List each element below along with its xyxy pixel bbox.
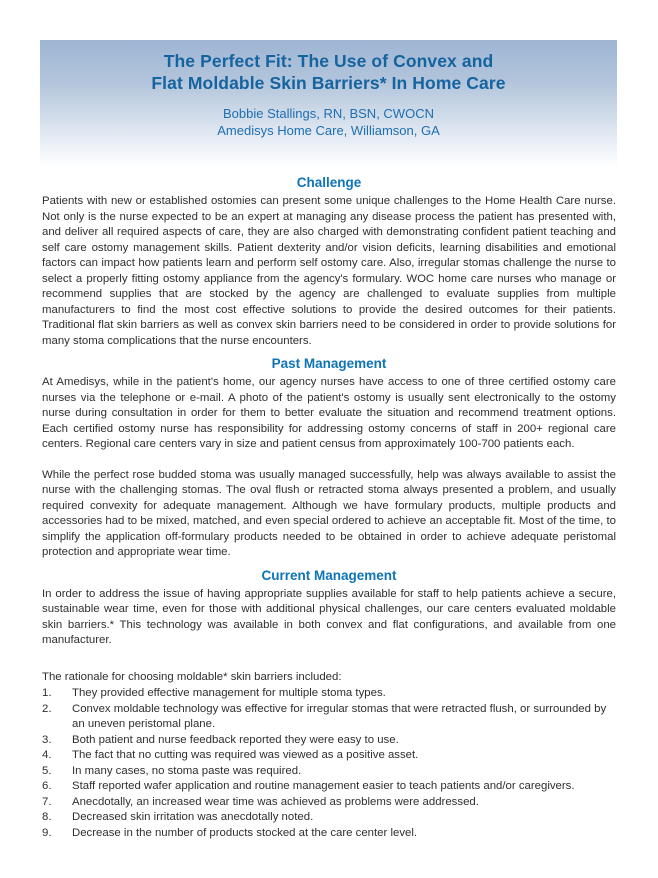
- list-item-number: 5.: [42, 764, 52, 777]
- list-item-number: 8.: [42, 811, 52, 823]
- list-item-number: 1.: [42, 687, 52, 699]
- list-item-number: 6.: [42, 780, 52, 792]
- header-banner: [40, 40, 617, 168]
- poster-title-line1: The Perfect Fit: The Use of Convex and: [163, 51, 494, 71]
- rationale-intro: The rationale for choosing moldable* skin barriers included:: [42, 670, 342, 683]
- list-item-text: Anecdotally, an increased wear time was achieved as problems were addressed.: [72, 795, 479, 808]
- list-item-number: 9.: [42, 826, 52, 839]
- rationale-list: [42, 686, 616, 841]
- list-item: [42, 702, 616, 733]
- list-item-text: They provided effective management for multiple stoma types.: [72, 687, 386, 699]
- list-item-number: 4.: [42, 749, 52, 761]
- poster-title-line2: Flat Moldable Skin Barriers* In Home Care: [151, 73, 506, 93]
- list-item-text: Decrease in the number of products stocked at the care center level.: [72, 826, 418, 839]
- poster-page: [0, 40, 658, 878]
- past-management-paragraph-1: At Amedisys, while in the patient's home, our agency nurses have access to one of three certified ostomy care nurses via the telephone or e-mail. A photo of the patient's ostomy is usually sent electronically to the ostomy nurse during consultation in order for them to better evaluate the situation and recommend treatment options. Each certified ostomy nurse has responsibility for addressing ostomy concerns of staff in 200+ regional care centers. Regional care centers vary in size and patient census from approximately 100-700 patients each.: [42, 376, 616, 450]
- challenge-paragraph: Patients with new or established ostomies can present some unique challenges to the Home Health Care nurse. Not only is the nurse expected to be an expert at managing any disease process the patient has presented with, and deliver all required aspects of care, they are also charged with demonstrating confident patient teaching and self care ostomy management skills. Patient dexterity and/or vision deficits, learning disabilities and emotional factors can impact how patients learn and perform self ostomy care. Also, irregular stomas challenge the nurse to select a properly fitting ostomy appliance from the agency's formulary. WOC home care nurses who manage or recommend supplies that are stocked by the agency are challenged to evaluate supplies from multiple manufacturers to find the most cost effective solutions to provide the desired outcomes for their patients. Traditional flat skin barriers as well as convex skin barriers need to be considered in order to provide solutions for many stoma complications that the nurse encounters.: [42, 195, 616, 347]
- author-affiliation: Amedisys Home Care, Williamson, GA: [217, 122, 440, 138]
- list-item: [42, 779, 616, 795]
- list-item-text: The fact that no cutting was required was viewed as a positive asset.: [72, 749, 419, 761]
- list-item-text: Decreased skin irritation was anecdotally noted.: [72, 811, 314, 823]
- list-item-text: Staff reported wafer application and routine management easier to teach patients and/or caregivers.: [72, 780, 575, 792]
- list-item: [42, 764, 616, 780]
- byline: [40, 106, 617, 139]
- list-item-text: Both patient and nurse feedback reported they were easy to use.: [72, 733, 399, 746]
- list-item: [42, 826, 616, 842]
- author-name: Bobbie Stallings, RN, BSN, CWOCN: [223, 106, 434, 121]
- poster-body: [42, 174, 616, 841]
- past-management-paragraph-2: While the perfect rose budded stoma was usually managed successfully, help was always available to assist the nurse with the challenging stomas. The oval flush or retracted stoma always presented a problem, and usually required convexity for adequate management. Although we have formulary products, multiple products and accessories had to be mixed, matched, and even special ordered to achieve an acceptable fit. Most of the time, to simplify the application off-formulary products needed to be obtained in order to achieve adequate peristomal protection and appropriate wear time.: [42, 468, 616, 558]
- list-item: [42, 748, 616, 764]
- rationale-section: [42, 670, 616, 842]
- list-item: [42, 686, 616, 702]
- list-item-number: 2.: [42, 702, 52, 715]
- list-item: [42, 810, 616, 826]
- list-item-number: 7.: [42, 795, 52, 808]
- current-management-paragraph: In order to address the issue of having appropriate supplies available for staff to help patients achieve a secure, sustainable wear time, even for those with additional physical challenges, our care centers evaluated moldable skin barriers.* This technology was available in both convex and flat configurations, and available from one manufacturer.: [42, 587, 616, 646]
- section-heading-challenge: Challenge: [296, 175, 362, 190]
- poster-title: [40, 50, 617, 94]
- section-heading-past-management: Past Management: [271, 356, 387, 371]
- list-item-number: 3.: [42, 733, 52, 746]
- list-item: [42, 795, 616, 811]
- section-heading-current-management: Current Management: [261, 567, 397, 583]
- list-item: [42, 733, 616, 749]
- list-item-text: Convex moldable technology was effective for irregular stomas that were retracted flush, or surrounded by an uneven peristomal plane.: [72, 702, 607, 730]
- list-item-text: In many cases, no stoma paste was required.: [72, 764, 302, 777]
